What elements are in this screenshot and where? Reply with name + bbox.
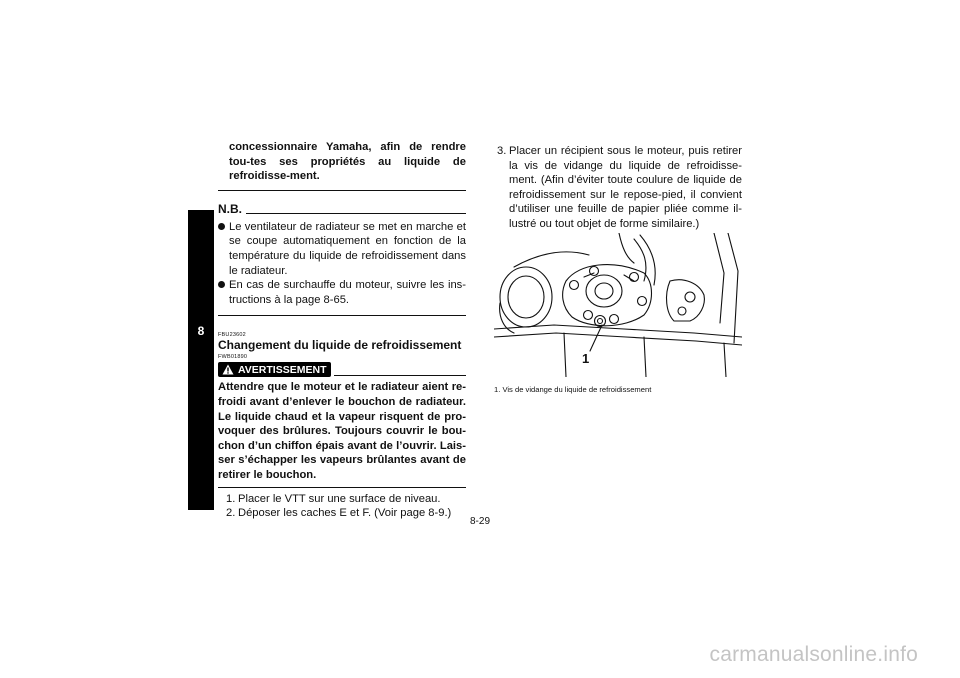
- bullet-icon: [218, 223, 225, 230]
- divider: [218, 487, 466, 488]
- figure-caption: 1. Vis de vidange du liquide de refroidissement: [494, 385, 652, 394]
- page-number: 8-29: [469, 516, 490, 527]
- intro-notice: concessionnaire Yamaha, afin de rendre tou-tes ses propriétés au liquide de refroidisse-ment.: [229, 141, 466, 183]
- chapter-number: 8: [197, 324, 205, 338]
- chapter-tab: [188, 210, 214, 510]
- warning-code: FWB01890: [218, 354, 248, 361]
- warning-label: AVERTISSEMENT: [238, 363, 327, 376]
- bullet-icon: [218, 281, 225, 288]
- engine-illustration: [494, 233, 742, 377]
- watermark: carmanualsonline.info: [709, 643, 918, 666]
- step-item: 2. Déposer les caches E et F. (Voir page 8-9.): [226, 507, 452, 520]
- warning-badge: [218, 362, 331, 377]
- warning-header: [218, 362, 466, 377]
- warning-triangle-icon: [222, 364, 234, 375]
- engine-drawing: [494, 233, 742, 377]
- section-code: FBU23602: [218, 332, 246, 339]
- steps-list-continued: [494, 144, 742, 232]
- nb-item: Le ventilateur de radiateur se met en marche et se coupe automatiquement en fonction de la température du liquide de refroidissement dans le radiateur.: [218, 220, 466, 278]
- divider: [218, 315, 466, 316]
- section-title: Changement du liquide de refroidissement: [218, 338, 462, 353]
- nb-label: N.B.: [218, 201, 242, 216]
- nb-item: En cas de surchauffe du moteur, suivre les ins-tructions à la page 8-65.: [218, 278, 466, 307]
- left-column: [218, 140, 466, 521]
- right-column: [494, 140, 742, 232]
- step-item: 3. Placer un récipient sous le moteur, puis retirer la vis de vidange du liquide de refroidisse-ment. (Afin d’éviter toute coulure de liquide de refroidissement sur le repose-pied, il convient d’utiliser une feuille de papier pliée comme il-lustré ou tout objet de forme similaire.): [497, 145, 742, 230]
- warning-text: Attendre que le moteur et le radiateur aient re-froidi avant d’enlever le bouchon de radiateur. Le liquide chaud et la vapeur risquent de pro-voquer des brûlures. Toujours couvrir le bou-chon d’un chiffon épais avant de l’ouvrir. Lais-ser s’échapper les vapeurs brûlantes avant de retirer le bouchon.: [218, 381, 466, 481]
- nb-list: [218, 220, 466, 308]
- figure-callout: 1: [582, 351, 590, 366]
- divider: [218, 190, 466, 191]
- nb-header: [218, 203, 466, 216]
- step-item: 1. Placer le VTT sur une surface de niveau.: [226, 492, 441, 505]
